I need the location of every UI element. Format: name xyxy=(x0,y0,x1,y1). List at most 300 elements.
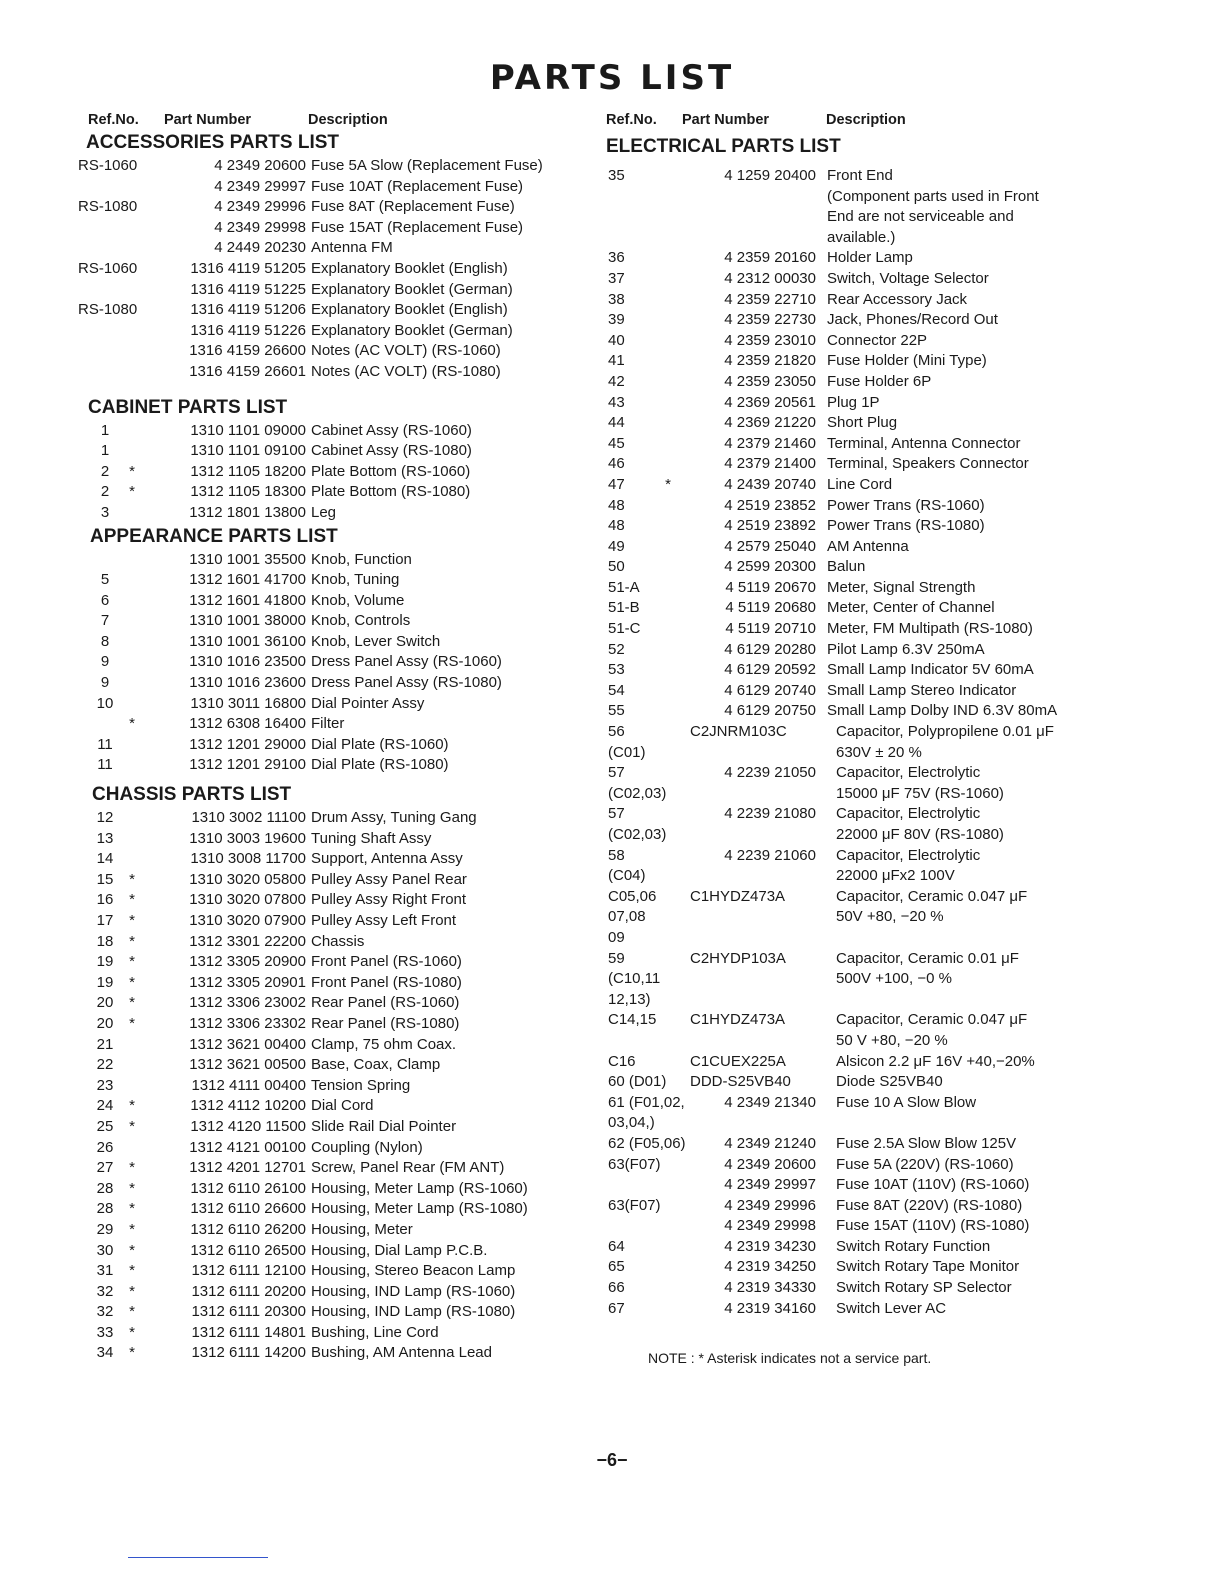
table-row xyxy=(604,887,1124,908)
table-row xyxy=(604,907,1124,928)
description: Front Panel (RS-1060) xyxy=(311,953,462,971)
description: (Component parts used in Front xyxy=(827,187,1039,205)
description: Dial Pointer Assy xyxy=(311,694,425,712)
ref-number: 65 xyxy=(608,1258,625,1276)
table-row xyxy=(604,413,1124,434)
ref-number: 13 xyxy=(96,829,114,847)
ref-number: 11 xyxy=(97,756,113,774)
description: Fuse 10AT (110V) (RS-1060) xyxy=(836,1176,1030,1194)
description: Housing, IND Lamp (RS-1080) xyxy=(311,1303,516,1321)
description: Bushing, Line Cord xyxy=(311,1323,439,1341)
table-row xyxy=(604,434,1124,455)
table-row xyxy=(78,829,598,850)
description: Capacitor, Ceramic 0.047 μF xyxy=(836,1011,1028,1029)
description: Slide Rail Dial Pointer xyxy=(311,1117,457,1135)
part-number: 1312 4121 00100 xyxy=(189,1138,306,1156)
part-number: 4 5119 20680 xyxy=(725,599,816,617)
description: Fuse Holder 6P xyxy=(827,372,932,390)
ref-number: 58 xyxy=(608,846,625,864)
part-number: 4 2239 21080 xyxy=(724,805,816,823)
service-asterisk: * xyxy=(129,1344,135,1362)
description: Knob, Volume xyxy=(311,591,405,609)
header-part-number: Part Number xyxy=(682,112,770,128)
table-row xyxy=(604,516,1124,537)
description: Dress Panel Assy (RS-1060) xyxy=(311,653,502,671)
table-row xyxy=(78,1261,598,1282)
ref-number: 19 xyxy=(96,973,114,991)
description: Capacitor, Electrolytic xyxy=(836,846,981,864)
ref-number: 25 xyxy=(96,1117,114,1135)
part-number: 1310 3008 11700 xyxy=(190,850,306,868)
table-row xyxy=(604,1155,1124,1176)
ref-number: 62 (F05,06) xyxy=(608,1134,686,1152)
description: Dial Plate (RS-1060) xyxy=(311,735,449,753)
ref-number: 9 xyxy=(100,653,110,671)
description: Knob, Lever Switch xyxy=(311,632,441,650)
part-number: 1312 6308 16400 xyxy=(189,715,306,733)
part-number: 1312 3305 20900 xyxy=(189,953,306,971)
table-row xyxy=(604,1113,1124,1134)
part-number: DDD-S25VB40 xyxy=(690,1073,791,1091)
service-asterisk: * xyxy=(129,1159,135,1177)
table-row xyxy=(604,537,1124,558)
ref-number: 23 xyxy=(96,1076,114,1094)
part-number: 1312 1201 29000 xyxy=(189,735,306,753)
ref-number: 61 (F01,02, xyxy=(608,1093,685,1111)
description: Dial Plate (RS-1080) xyxy=(311,756,449,774)
table-row xyxy=(78,238,598,259)
ref-number: 55 xyxy=(608,702,625,720)
part-number: 4 2359 23010 xyxy=(724,331,816,349)
ref-number: 20 xyxy=(96,1014,114,1032)
table-row xyxy=(78,932,598,953)
description: Switch Rotary SP Selector xyxy=(836,1279,1012,1297)
description: Base, Coax, Clamp xyxy=(311,1056,441,1074)
table-row xyxy=(78,1096,598,1117)
table-row xyxy=(604,1299,1124,1320)
part-number: 1312 4112 10200 xyxy=(190,1097,306,1115)
table-row xyxy=(604,640,1124,661)
ref-number: 35 xyxy=(608,167,625,184)
part-number: 1310 1101 09100 xyxy=(190,442,306,460)
ref-number: 51-A xyxy=(608,578,640,596)
table-row xyxy=(78,1241,598,1262)
table-row xyxy=(604,701,1124,722)
part-number: 1310 3020 07900 xyxy=(189,912,306,929)
description: Meter, Center of Channel xyxy=(827,599,995,617)
description: Plate Bottom (RS-1080) xyxy=(311,483,471,501)
table-row xyxy=(604,1196,1124,1217)
service-asterisk: * xyxy=(129,1303,135,1321)
table-row xyxy=(604,1031,1124,1052)
part-number: 4 2349 29996 xyxy=(214,198,306,216)
description: Switch Rotary Tape Monitor xyxy=(836,1258,1020,1276)
description: Knob, Tuning xyxy=(311,571,400,589)
ref-number: 31 xyxy=(96,1262,114,1280)
part-number: 4 2359 20160 xyxy=(724,249,816,267)
part-number: C2HYDP103A xyxy=(690,949,786,967)
left-column xyxy=(78,108,598,1364)
table-row xyxy=(78,1302,598,1323)
ref-number: 16 xyxy=(96,891,114,909)
ref-number: 52 xyxy=(608,640,625,658)
ref-number: 54 xyxy=(608,681,625,699)
part-number: 4 2239 21060 xyxy=(724,846,816,864)
description: Plug 1P xyxy=(827,393,880,411)
description: Capacitor, Electrolytic xyxy=(836,764,981,782)
description: Pulley Assy Left Front xyxy=(311,912,457,929)
table-row xyxy=(78,362,598,383)
part-number: 4 2359 23050 xyxy=(724,372,816,390)
table-row xyxy=(78,890,598,911)
ref-number: RS-1060 xyxy=(78,157,138,174)
part-number: 1312 3301 22200 xyxy=(189,932,306,950)
ref-number: 1 xyxy=(100,442,110,460)
description: Clamp, 75 ohm Coax. xyxy=(311,1035,457,1053)
part-number: 1312 4201 12701 xyxy=(189,1159,306,1177)
table-row xyxy=(78,218,598,239)
service-asterisk: * xyxy=(129,1262,135,1280)
table-row xyxy=(78,1343,598,1364)
ref-number: 7 xyxy=(100,612,110,630)
table-row xyxy=(78,570,598,591)
ref-number: 28 xyxy=(96,1200,114,1218)
table-row xyxy=(604,804,1124,825)
part-number: 4 2312 00030 xyxy=(724,269,816,287)
part-number: 1312 1801 13800 xyxy=(189,503,306,521)
part-number: 4 2349 20600 xyxy=(214,157,306,174)
ref-number: 12 xyxy=(96,809,114,827)
description: Antenna FM xyxy=(311,239,393,257)
electrical-title: ELECTRICAL PARTS LIST xyxy=(606,136,841,157)
ref-number: 17 xyxy=(96,912,114,929)
ref-number: 45 xyxy=(608,434,625,452)
part-number: 4 2349 29996 xyxy=(724,1196,816,1214)
description: Capacitor, Polypropilene 0.01 μF xyxy=(836,723,1054,741)
part-number: 4 2349 29998 xyxy=(724,1217,816,1235)
ref-number: 49 xyxy=(608,537,625,555)
part-number: C1HYDZ473A xyxy=(690,887,786,905)
ref-number: C14,15 xyxy=(608,1011,657,1029)
table-row xyxy=(604,1175,1124,1196)
part-number: C1CUEX225A xyxy=(690,1052,786,1070)
ref-number: 50 xyxy=(608,558,625,576)
description: Fuse 2.5A Slow Blow 125V xyxy=(836,1134,1017,1152)
description: Notes (AC VOLT) (RS-1080) xyxy=(311,362,501,380)
part-number: 4 2379 21460 xyxy=(724,434,816,452)
ref-number: 28 xyxy=(96,1179,114,1197)
ref-number: 43 xyxy=(608,393,625,411)
table-row xyxy=(78,177,598,198)
ref-number: 40 xyxy=(608,331,625,349)
description: Line Cord xyxy=(827,475,893,493)
description: Tension Spring xyxy=(311,1076,411,1094)
part-number: 4 2349 29997 xyxy=(214,177,306,195)
description: Fuse Holder (Mini Type) xyxy=(827,352,987,370)
description: Knob, Controls xyxy=(311,612,411,630)
ref-number: 48 xyxy=(608,517,625,535)
table-row xyxy=(604,928,1124,949)
table-row xyxy=(78,321,598,342)
part-number: 1312 6111 14801 xyxy=(191,1323,306,1341)
table-row xyxy=(604,228,1124,249)
table-row xyxy=(78,911,598,932)
ref-number: (C04) xyxy=(608,867,646,885)
description: Rear Panel (RS-1080) xyxy=(311,1014,460,1032)
part-number: 1312 4120 11500 xyxy=(190,1117,306,1135)
description: Notes (AC VOLT) (RS-1060) xyxy=(311,342,501,360)
ref-number: 36 xyxy=(608,249,625,267)
description: Short Plug xyxy=(827,414,898,432)
part-number: 1312 4111 00400 xyxy=(191,1076,306,1094)
table-row xyxy=(604,619,1124,640)
description: Coupling (Nylon) xyxy=(311,1138,423,1156)
part-number: 1310 1001 35500 xyxy=(189,550,306,568)
description: Capacitor, Ceramic 0.01 μF xyxy=(836,949,1019,967)
description: Screw, Panel Rear (FM ANT) xyxy=(311,1159,505,1177)
part-number: 1310 1001 38000 xyxy=(189,612,306,630)
table-row xyxy=(604,393,1124,414)
ref-number: 22 xyxy=(96,1056,114,1074)
ref-number: 60 (D01) xyxy=(608,1073,667,1091)
table-row xyxy=(78,1282,598,1303)
part-number: 1312 6110 26500 xyxy=(190,1241,306,1259)
ref-number: 32 xyxy=(96,1282,114,1300)
column-header-right xyxy=(604,108,1124,130)
ref-number: 20 xyxy=(96,994,114,1012)
table-row xyxy=(604,1010,1124,1031)
ref-number: 24 xyxy=(96,1097,114,1115)
cabinet-title: CABINET PARTS LIST xyxy=(88,396,288,418)
service-asterisk: * xyxy=(129,953,135,971)
part-number: 1312 3305 20901 xyxy=(189,973,306,991)
table-row xyxy=(78,280,598,301)
service-asterisk: * xyxy=(129,1179,135,1197)
table-row xyxy=(78,197,598,218)
table-row xyxy=(78,714,598,735)
description: Switch, Voltage Selector xyxy=(827,269,989,287)
ref-number: 63(F07) xyxy=(608,1196,661,1214)
table-row xyxy=(604,1278,1124,1299)
part-number: 4 2359 22710 xyxy=(724,290,816,308)
header-ref: Ref.No. xyxy=(88,112,139,128)
service-asterisk: * xyxy=(129,1241,135,1259)
part-number: 4 2519 23852 xyxy=(724,496,816,514)
service-asterisk: * xyxy=(129,1220,135,1238)
part-number: 1312 6111 20300 xyxy=(191,1303,306,1321)
column-header-left xyxy=(78,108,598,130)
table-row xyxy=(78,1323,598,1344)
ref-number: 12,13) xyxy=(608,990,651,1008)
ref-number: 1 xyxy=(100,421,110,439)
table-row xyxy=(78,611,598,632)
description: Fuse 8AT (Replacement Fuse) xyxy=(311,198,515,216)
description: Housing, Meter xyxy=(311,1220,413,1238)
part-number: 4 2359 22730 xyxy=(724,311,816,329)
part-number: 4 6129 20740 xyxy=(724,681,816,699)
table-row xyxy=(78,591,598,612)
description: Jack, Phones/Record Out xyxy=(827,311,998,329)
description: Terminal, Speakers Connector xyxy=(827,455,1029,473)
table-row xyxy=(604,557,1124,578)
part-number: 4 1259 20400 xyxy=(724,167,816,184)
table-row xyxy=(604,207,1124,228)
description: Terminal, Antenna Connector xyxy=(827,434,1021,452)
part-number: 4 5119 20670 xyxy=(725,578,816,596)
description: Switch Rotary Function xyxy=(836,1237,991,1255)
ref-number: 53 xyxy=(608,661,625,679)
description: Holder Lamp xyxy=(827,249,913,267)
description: Meter, FM Multipath (RS-1080) xyxy=(827,620,1033,638)
table-row xyxy=(78,441,598,462)
description: Support, Antenna Assy xyxy=(311,850,463,868)
description: Bushing, AM Antenna Lead xyxy=(311,1344,492,1362)
ref-number: 32 xyxy=(96,1303,114,1321)
chassis-title: CHASSIS PARTS LIST xyxy=(92,784,292,806)
part-number: 4 2349 21240 xyxy=(724,1134,816,1152)
part-number: 1312 6111 12100 xyxy=(191,1262,306,1280)
part-number: 4 5119 20710 xyxy=(725,620,816,638)
description: Cabinet Assy (RS-1060) xyxy=(311,421,472,439)
description: Alsicon 2.2 μF 16V +40,−20% xyxy=(836,1052,1035,1070)
table-row xyxy=(604,269,1124,290)
description: Explanatory Booklet (English) xyxy=(311,301,508,319)
ref-number: RS-1080 xyxy=(78,198,138,216)
description: End are not serviceable and xyxy=(827,208,1014,226)
ref-number: 19 xyxy=(96,953,114,971)
part-number: 4 6129 20750 xyxy=(724,702,816,720)
ref-number: 57 xyxy=(608,805,625,823)
table-row xyxy=(604,722,1124,743)
table-row xyxy=(604,310,1124,331)
table-row xyxy=(604,681,1124,702)
ref-number: (C02,03) xyxy=(608,826,667,843)
description: Connector 22P xyxy=(827,331,928,349)
service-asterisk: * xyxy=(129,932,135,950)
service-asterisk: * xyxy=(129,1323,135,1341)
description: Dress Panel Assy (RS-1080) xyxy=(311,674,502,692)
part-number: 4 2369 21220 xyxy=(724,414,816,432)
ref-number: 9 xyxy=(100,674,110,692)
ref-number: (C01) xyxy=(608,743,646,761)
description: Housing, Dial Lamp P.C.B. xyxy=(311,1241,488,1259)
service-asterisk: * xyxy=(129,483,135,501)
ref-number: (C10,11 xyxy=(608,970,661,988)
description: Switch Lever AC xyxy=(836,1299,947,1317)
description: Fuse 15AT (110V) (RS-1080) xyxy=(836,1217,1030,1235)
description: Front End xyxy=(827,167,893,184)
table-row xyxy=(604,846,1124,867)
table-row xyxy=(604,1257,1124,1278)
part-number: 4 2319 34330 xyxy=(724,1279,816,1297)
electrical-list xyxy=(604,166,1124,1319)
part-number: 1310 3020 07800 xyxy=(189,891,306,909)
description: Explanatory Booklet (German) xyxy=(311,280,513,298)
ref-number: 11 xyxy=(97,735,113,753)
ref-number: 33 xyxy=(96,1323,114,1341)
table-row xyxy=(604,990,1124,1011)
description: Leg xyxy=(311,503,337,521)
table-row xyxy=(78,652,598,673)
chassis-list xyxy=(78,808,598,1364)
ref-number: 18 xyxy=(96,932,114,950)
table-row xyxy=(604,969,1124,990)
ref-number: 3 xyxy=(100,503,110,521)
part-number: 4 2439 20740 xyxy=(724,475,816,493)
part-number: 4 2349 29998 xyxy=(214,218,306,236)
asterisk-note: NOTE : * Asterisk indicates not a service part. xyxy=(648,1350,932,1366)
page-number: −6− xyxy=(596,1450,628,1470)
ref-number: 42 xyxy=(608,372,625,390)
service-asterisk: * xyxy=(129,1117,135,1135)
table-row xyxy=(78,993,598,1014)
accessories-title: ACCESSORIES PARTS LIST xyxy=(86,132,340,153)
part-number: 1310 1016 23500 xyxy=(189,653,306,671)
description: Fuse 10AT (Replacement Fuse) xyxy=(311,177,524,195)
table-row xyxy=(604,1072,1124,1093)
ref-number: 07,08 xyxy=(608,908,646,926)
ref-number: 2 xyxy=(100,483,110,501)
part-number: 1310 3011 16800 xyxy=(190,694,306,712)
part-number: 1312 3621 00400 xyxy=(189,1035,306,1053)
page-title: PARTS LIST xyxy=(489,58,735,98)
table-row xyxy=(78,482,598,503)
table-row xyxy=(78,259,598,280)
right-column xyxy=(604,108,1124,1319)
table-row xyxy=(78,1076,598,1097)
appearance-list xyxy=(78,550,598,777)
table-row xyxy=(78,550,598,571)
description: Small Lamp Dolby IND 6.3V 80mA xyxy=(827,702,1058,720)
table-row xyxy=(78,341,598,362)
table-row xyxy=(78,1199,598,1220)
table-row xyxy=(604,331,1124,352)
part-number: 1316 4119 51225 xyxy=(190,280,306,298)
ref-number: 51-B xyxy=(608,599,640,617)
part-number: 1312 6110 26600 xyxy=(190,1200,306,1218)
table-row xyxy=(604,166,1124,187)
header-part-number: Part Number xyxy=(164,112,252,128)
description: Rear Accessory Jack xyxy=(827,290,968,308)
table-row xyxy=(78,421,598,442)
ref-number: 29 xyxy=(96,1220,114,1238)
table-row xyxy=(78,1014,598,1035)
part-number: 1312 6110 26200 xyxy=(190,1220,306,1238)
description: Pulley Assy Panel Rear xyxy=(311,870,467,888)
description: 500V +100, −0 % xyxy=(836,970,952,988)
service-asterisk: * xyxy=(665,475,671,493)
ref-number: 57 xyxy=(608,764,625,782)
table-row xyxy=(604,187,1124,208)
part-number: 4 2599 20300 xyxy=(724,558,816,576)
description: 50V +80, −20 % xyxy=(836,908,944,926)
part-number: 1312 1201 29100 xyxy=(189,756,306,774)
description: Power Trans (RS-1060) xyxy=(827,496,985,514)
table-row xyxy=(78,1035,598,1056)
footer-rule xyxy=(128,1557,268,1558)
table-row xyxy=(604,578,1124,599)
ref-number: 38 xyxy=(608,290,625,308)
description: Explanatory Booklet (English) xyxy=(311,259,508,277)
description: Knob, Function xyxy=(311,550,412,568)
ref-number: 5 xyxy=(100,571,110,589)
part-number: 4 2349 20600 xyxy=(724,1155,816,1173)
description: Power Trans (RS-1080) xyxy=(827,517,985,535)
description: AM Antenna xyxy=(827,537,909,555)
description: Capacitor, Ceramic 0.047 μF xyxy=(836,887,1028,905)
ref-number: 26 xyxy=(96,1138,114,1156)
ref-number: 15 xyxy=(96,870,114,888)
